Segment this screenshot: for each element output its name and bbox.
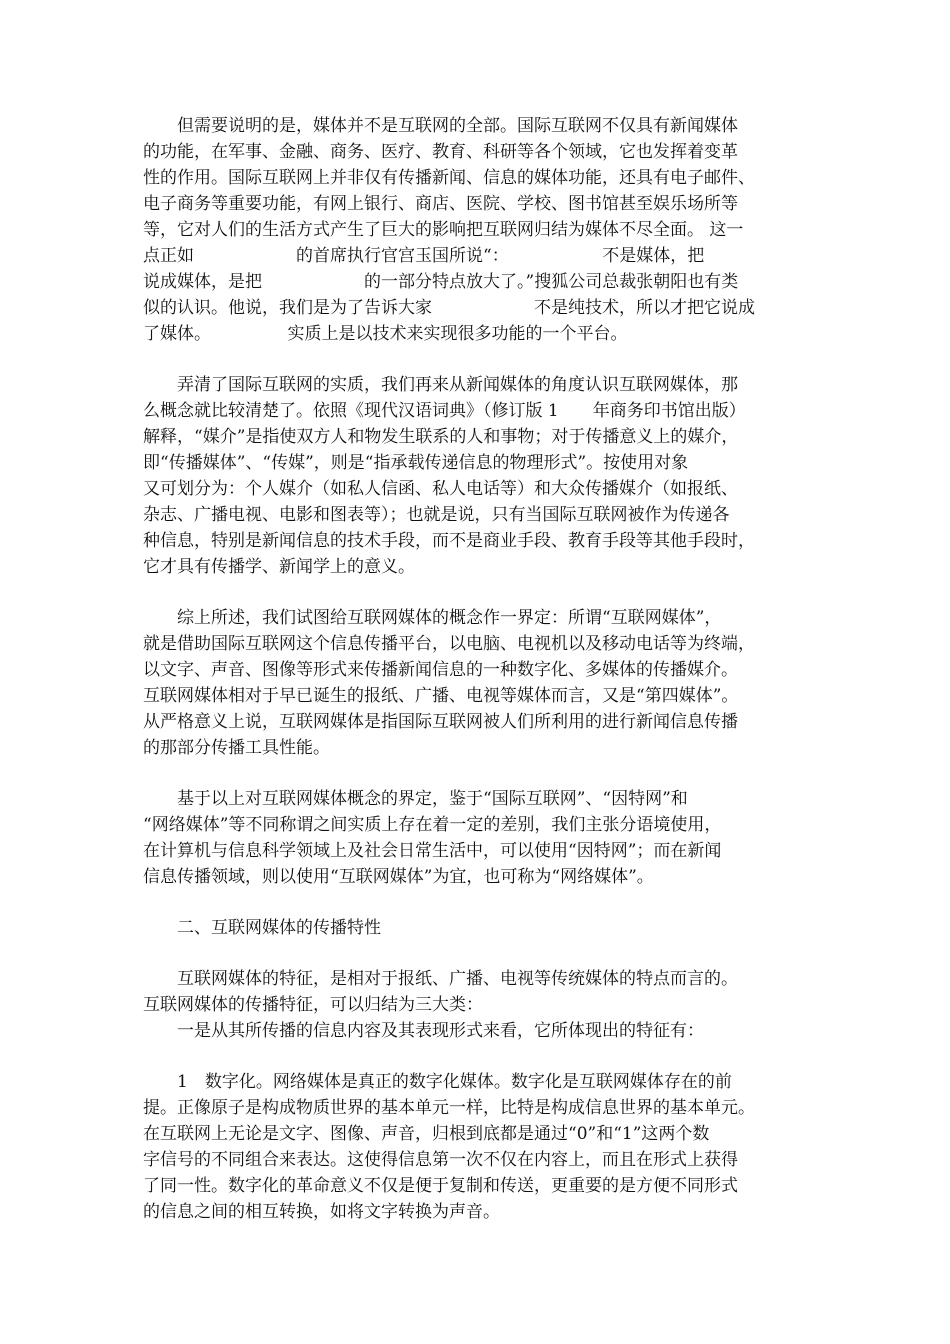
text-line: 1 数字化。网络媒体是真正的数字化媒体。数字化是互联网媒体存在的前 xyxy=(143,1072,732,1092)
paragraph-terminology xyxy=(143,786,808,890)
text-line: 弄清了国际互联网的实质，我们再来从新闻媒体的角度认识互联网媒体，那 xyxy=(143,375,738,395)
text-line: 的信息之间的相互转换，如将文字转换为声音。 xyxy=(143,1202,500,1222)
paragraph-digitization xyxy=(143,1069,808,1225)
text-line: 等，它对人们的生活方式产生了巨大的影响把互联网归结为媒体不尽全面。 这一 xyxy=(143,220,744,240)
text-line: 么概念就比较清楚了。依照《现代汉语词典》（修订版 1 年商务印书馆出版） xyxy=(143,401,746,421)
text-line: 一是从其所传播的信息内容及其表现形式来看，它所体现出的特征有： xyxy=(143,1021,704,1041)
text-line: 提。正像原子是构成物质世界的基本单元一样，比特是构成信息世界的基本单元。 xyxy=(143,1098,755,1118)
paragraph-characteristics-intro xyxy=(143,966,808,1044)
text-line: 的那部分传播工具性能。 xyxy=(143,738,330,758)
text-line: 又可划分为：个人媒介（如私人信函、私人电话等）和大众传播媒介（如报纸、 xyxy=(143,479,738,499)
paragraph-news-media-perspective xyxy=(143,372,808,580)
section-heading xyxy=(143,915,808,941)
text-line: 互联网媒体相对于早已诞生的报纸、广播、电视等媒体而言，又是“第四媒体”。 xyxy=(143,686,739,706)
text-line: 字信号的不同组合来表达。这使得信息第一次不仅在内容上，而且在形式上获得 xyxy=(143,1150,738,1170)
text-line: 综上所述，我们试图给互联网媒体的概念作一界定：所谓“互联网媒体”， xyxy=(143,608,722,628)
text-line: 互联网媒体的传播特征，可以归结为三大类： xyxy=(143,995,483,1015)
paragraph-media-not-whole-internet xyxy=(143,113,808,347)
text-line: 杂志、广播电视、电影和图表等）；也就是说，只有当国际互联网被作为传递各 xyxy=(143,505,730,525)
text-line: 了媒体。 实质上是以技术来实现很多功能的一个平台。 xyxy=(143,324,628,344)
text-line: 它才具有传播学、新闻学上的意义。 xyxy=(143,557,415,577)
text-line: 在计算机与信息科学领域上及社会日常生活中，可以使用“因特网”；而在新闻 xyxy=(143,841,722,861)
text-line: 基于以上对互联网媒体概念的界定，鉴于“国际互联网”、“因特网”和 xyxy=(143,789,688,809)
text-line: 信息传播领域，则以使用“互联网媒体”为宜，也可称为“网络媒体”。 xyxy=(143,867,654,887)
text-line: 似的认识。他说，我们是为了告诉大家 不是纯技术，所以才把它说成 xyxy=(143,298,755,318)
text-line: 就是借助国际互联网这个信息传播平台，以电脑、电视机以及移动电话等为终端， xyxy=(143,634,755,654)
text-line: 电子商务等重要功能，有网上银行、商店、医院、学校、图书馆甚至娱乐场所等 xyxy=(143,194,738,214)
paragraph-definition xyxy=(143,605,808,761)
text-line: 了同一性。数字化的革命意义不仅是便于复制和传送，更重要的是方便不同形式 xyxy=(143,1176,738,1196)
text-line: 在互联网上无论是文字、图像、声音，归根到底都是通过“0”和“1”这两个数 xyxy=(143,1124,710,1144)
text-line: 以文字、声音、图像等形式来传播新闻信息的一种数字化、多媒体的传播媒介。 xyxy=(143,660,738,680)
text-line: 解释，“媒介”是指使双方人和物发生联系的人和事物；对于传播意义上的媒介， xyxy=(143,427,739,447)
text-line: 种信息，特别是新闻信息的技术手段，而不是商业手段、教育手段等其他手段时， xyxy=(143,531,755,551)
text-line: “网络媒体”等不同称谓之间实质上存在着一定的差别，我们主张分语境使用， xyxy=(143,815,722,835)
text-line: 性的作用。国际互联网上并非仅有传播新闻、信息的媒体功能，还具有电子邮件、 xyxy=(143,168,755,188)
section-heading-text: 二、互联网媒体的传播特性 xyxy=(143,918,381,938)
text-line: 即“传播媒体”、“传媒”，则是“指承载传递信息的物理形式”。按使用对象 xyxy=(143,453,689,473)
text-line: 从严格意义上说，互联网媒体是指国际互联网被人们所利用的进行新闻信息传播 xyxy=(143,712,738,732)
text-line: 说成媒体，是把 的一部分特点放大了。”搜狐公司总裁张朝阳也有类 xyxy=(143,272,739,292)
text-line: 点正如 的首席执行官宫玉国所说“： 不是媒体，把 xyxy=(143,246,705,266)
text-line: 但需要说明的是，媒体并不是互联网的全部。国际互联网不仅具有新闻媒体 xyxy=(143,116,738,136)
text-line: 互联网媒体的特征，是相对于报纸、广播、电视等传统媒体的特点而言的。 xyxy=(143,969,738,989)
document-page xyxy=(143,113,808,1225)
text-line: 的功能，在军事、金融、商务、医疗、教育、科研等各个领域，它也发挥着变革 xyxy=(143,142,738,162)
